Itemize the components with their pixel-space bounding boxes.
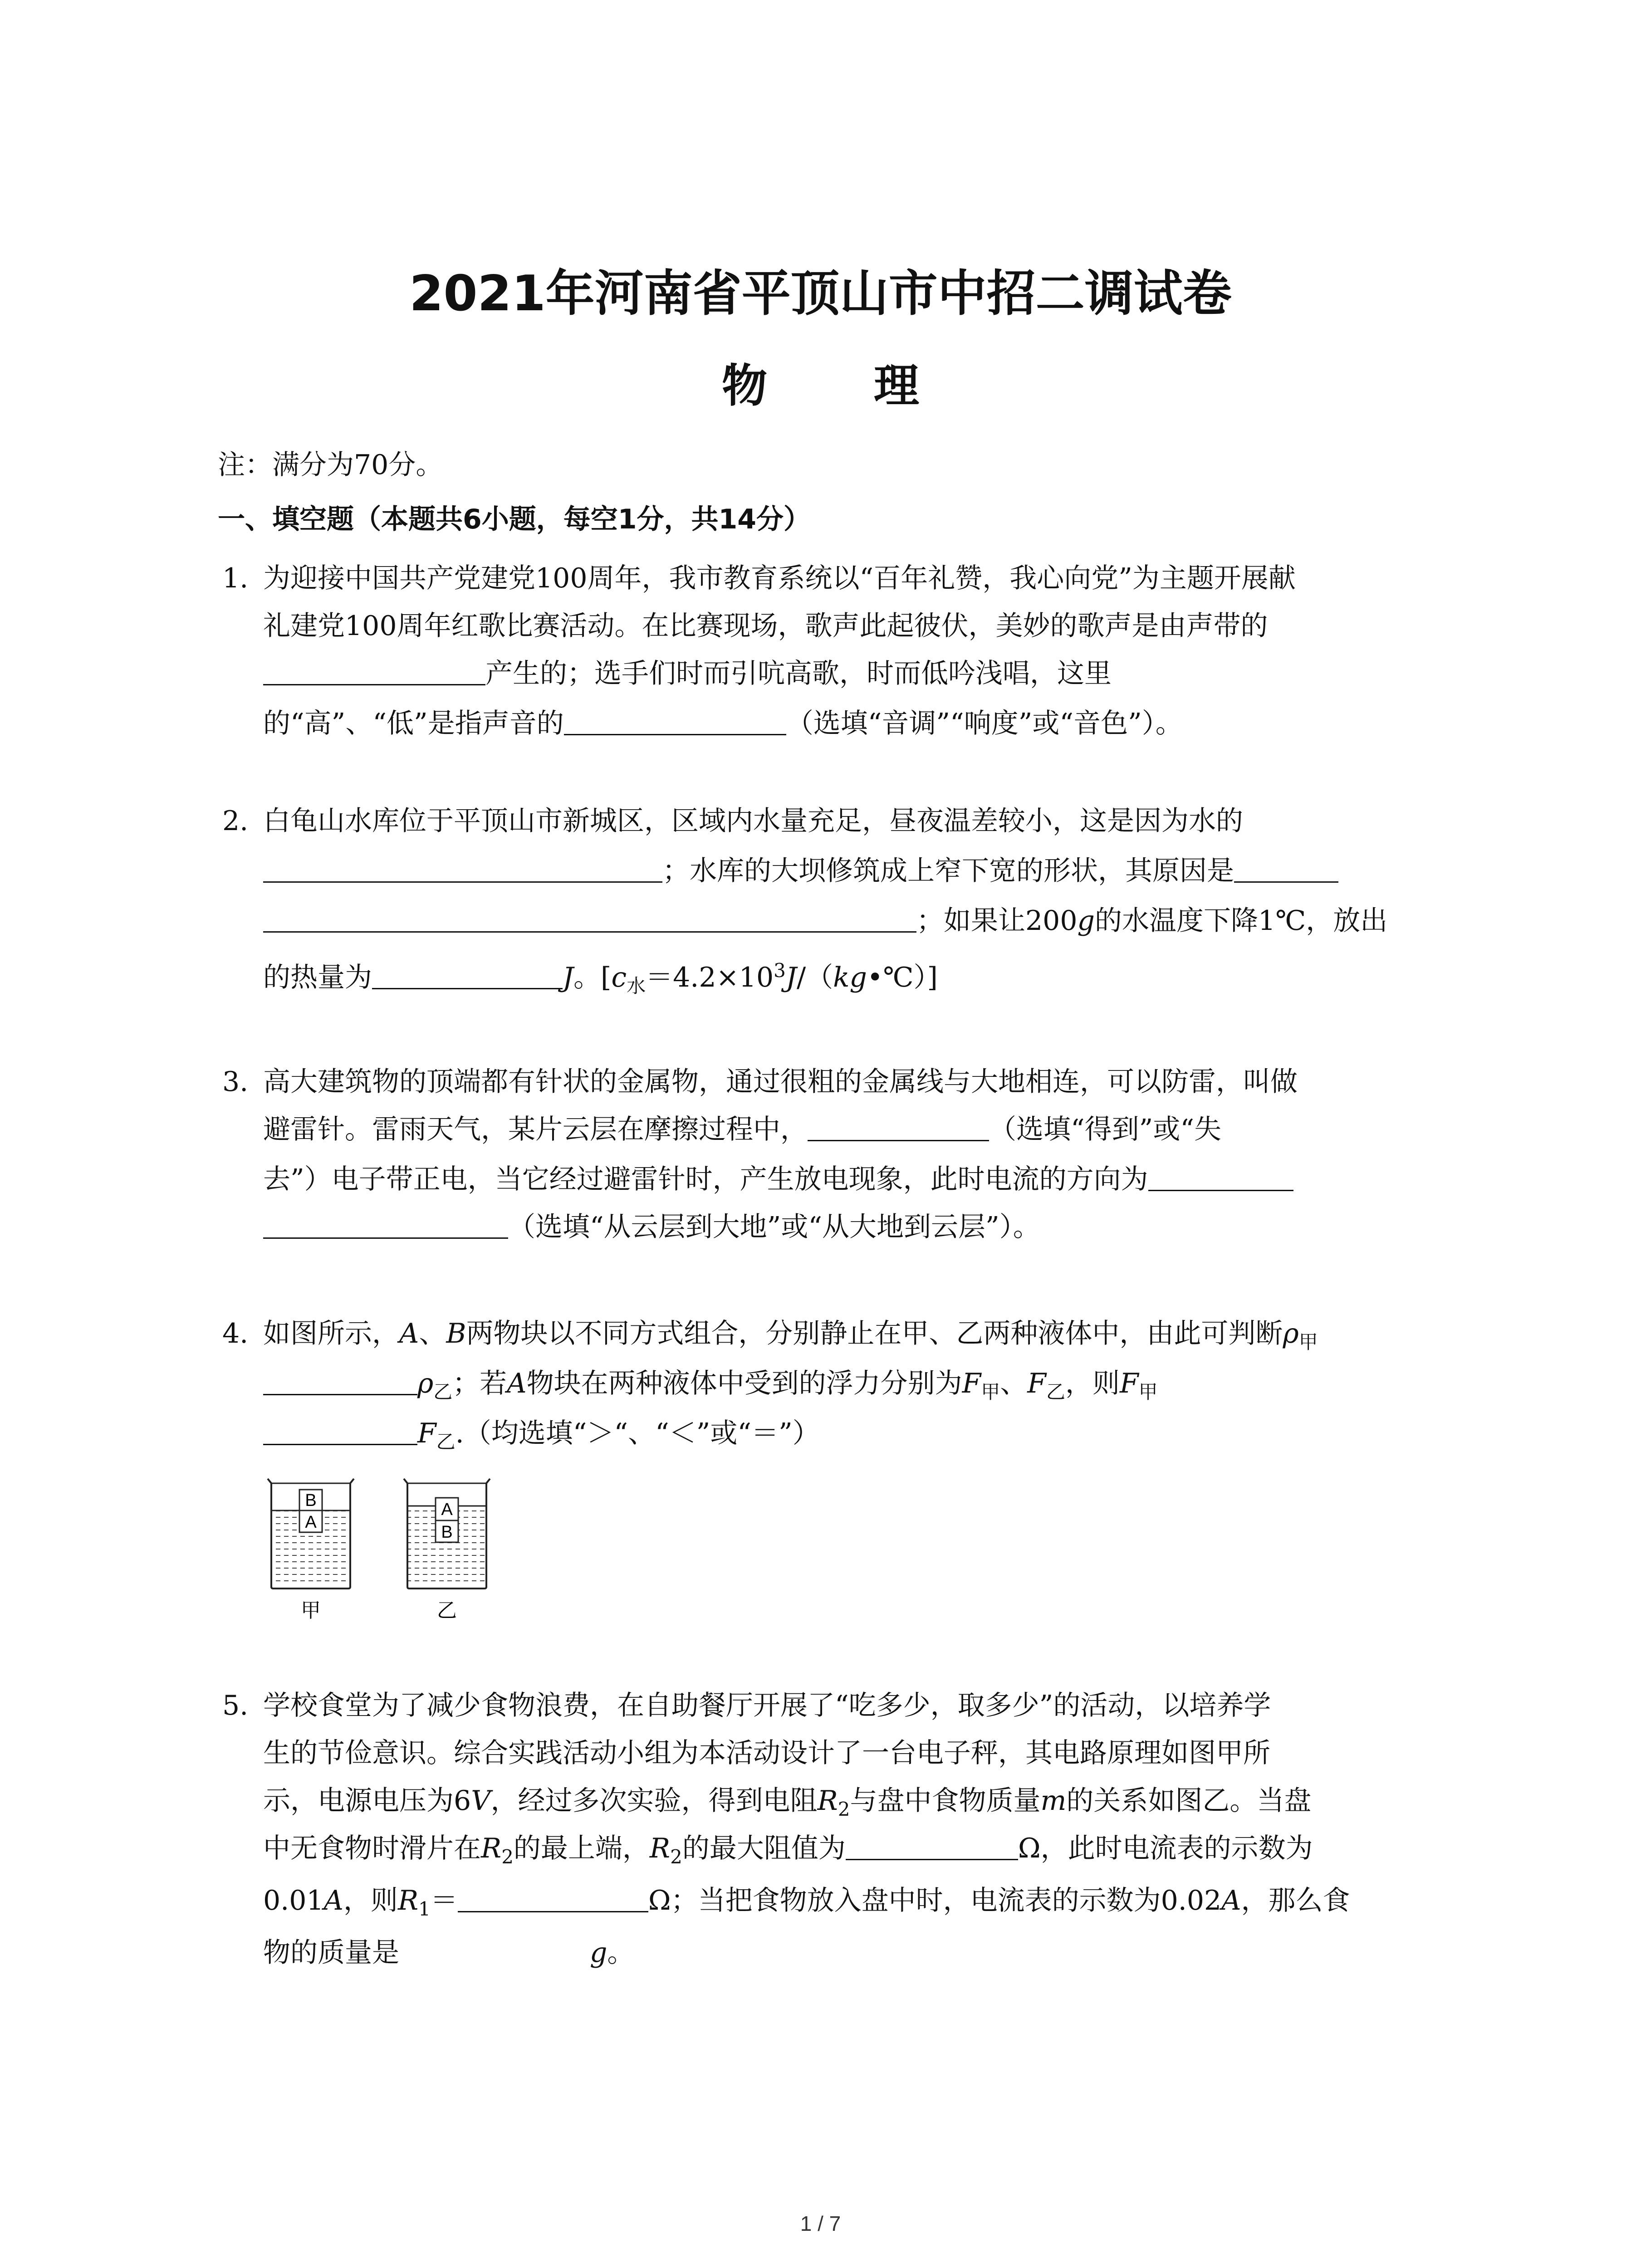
q4-force-4-sub: 乙: [436, 1431, 456, 1453]
q5-number: 5.: [222, 1690, 249, 1721]
q4-answer-blank-2[interactable]: [263, 1416, 417, 1445]
q3-text-2b: （选填“得到”或“失: [989, 1114, 1222, 1145]
caption-jia: 甲: [301, 1599, 321, 1622]
q5-text-4a: 中无食物时滑片在: [263, 1833, 481, 1864]
q5-symbol-R1-sub: 1: [418, 1898, 431, 1920]
q3-line-1: [222, 1064, 1298, 1100]
q2-text-4d: ＝4.2×10: [646, 962, 774, 993]
q4-line-1: [222, 1315, 1318, 1360]
q2-text-3a: ；如果让200: [916, 905, 1078, 937]
q1-text-3: 产生的；选手们时而引吭高歌，时而低吟浅唱，这里: [485, 658, 1112, 689]
q5-text-4c: 的最大阻值为: [682, 1833, 846, 1864]
q5-line-1: [222, 1687, 1271, 1724]
q3-text-4: （选填“从云层到大地”或“从大地到云层”）。: [508, 1211, 1040, 1243]
caption-yi: 乙: [437, 1599, 457, 1622]
q4-text-2a: ；若: [452, 1368, 507, 1399]
q5-text-5e: ，那么食: [1241, 1885, 1350, 1916]
q4-text-1c: 两物块以不同方式组合，分别静止在甲、乙两种液体中，由此可判断: [466, 1318, 1283, 1349]
q5-line-2: 生的节俭意识。综合实践活动小组为本活动设计了一台电子秤，其电路原理如图甲所: [263, 1737, 1270, 1769]
q2-unit-J: J: [563, 962, 574, 993]
q4-text-1b: 、: [419, 1318, 446, 1349]
q1-text-1: 为迎接中国共产党建党100周年，我市教育系统以“百年礼赞，我心向党”为主题开展献: [263, 562, 1296, 594]
q5-text-5a: 0.01: [263, 1885, 324, 1916]
beaker-left: [268, 1479, 354, 1589]
q1-line-3: [263, 655, 1112, 692]
q5-line-3: [263, 1783, 1311, 1828]
q5-line-5: [263, 1882, 1350, 1927]
q3-text-3: 去”）电子带正电，当它经过避雷针时，产生放电现象，此时电流的方向为: [263, 1163, 1148, 1195]
q5-symbol-R2b-sub: 2: [670, 1846, 682, 1868]
q4-symbol-B: B: [446, 1318, 466, 1349]
q4-line-3: [263, 1415, 820, 1460]
q4-rho-2: ρ: [417, 1368, 434, 1399]
q5-unit-V: V: [471, 1785, 491, 1817]
block-b-right-label: B: [441, 1523, 453, 1542]
q5-text-3c: 与盘中食物质量: [850, 1785, 1041, 1817]
q2-answer-blank-2b[interactable]: [263, 903, 916, 933]
q5-text-4d: Ω，此时电流表的示数为: [1018, 1833, 1313, 1864]
q2-text-4f: /（: [796, 962, 833, 993]
q1-answer-blank-1[interactable]: [263, 656, 485, 685]
q5-text-5c: ＝: [430, 1885, 458, 1916]
q5-text-1: 学校食堂为了减少食物浪费，在自助餐厅开展了“吃多少，取多少”的活动，以培养学: [263, 1690, 1271, 1721]
q5-text-3b: ，经过多次实验，得到电阻: [490, 1785, 818, 1817]
q1-line-4: [263, 705, 1183, 742]
q3-text-1: 高大建筑物的顶端都有针状的金属物，通过很粗的金属线与大地相连，可以防雷，叫做: [263, 1066, 1298, 1098]
q4-line-2: [263, 1365, 1158, 1410]
q5-answer-blank-1[interactable]: [846, 1831, 1018, 1860]
q3-answer-blank-2a[interactable]: [1148, 1162, 1293, 1191]
q4-text-2c: 、: [1000, 1368, 1028, 1399]
q2-answer-blank-3[interactable]: [372, 960, 563, 989]
q4-symbol-A2: A: [507, 1368, 527, 1399]
exam-title: 2021年河南省平顶山市中招二调试卷: [409, 265, 1232, 322]
q2-sub-water: 水: [627, 975, 646, 997]
q5-symbol-R: R: [817, 1785, 838, 1817]
q5-symbol-R2b: R: [649, 1833, 671, 1864]
q3-line-3: [263, 1161, 1293, 1198]
q5-unit-A2: A: [1221, 1885, 1241, 1916]
q4-rho-1: ρ: [1283, 1318, 1299, 1349]
q4-text-2d: ，则: [1065, 1368, 1120, 1399]
q5-line-4: [263, 1830, 1313, 1875]
q5-unit-A: A: [323, 1885, 343, 1916]
beaker-figure: [259, 1470, 513, 1624]
q4-force-2-sub: 乙: [1046, 1381, 1065, 1403]
q4-answer-blank-1[interactable]: [263, 1366, 417, 1395]
q2-text-2: ；水库的大坝修筑成上窄下宽的形状，其原因是: [662, 855, 1234, 887]
q1-line-1: [222, 560, 1296, 596]
q5-text-5b: ，则: [343, 1885, 398, 1916]
q2-text-4a: 的热量为: [263, 962, 372, 993]
q5-text-4b: 的最上端，: [513, 1833, 650, 1864]
q4-rho-2-sub: 乙: [433, 1381, 453, 1403]
q4-number: 4.: [222, 1318, 249, 1349]
block-a-right-label: A: [441, 1500, 453, 1519]
q5-line-6: [263, 1935, 634, 1971]
q2-exponent: 3: [774, 959, 786, 982]
q5-text-6a: 物的质量是: [263, 1937, 399, 1969]
beaker-right: [404, 1479, 490, 1589]
q2-text-4b: 。[: [573, 962, 612, 993]
q5-text-6b: 。: [607, 1937, 635, 1969]
q4-text-3b: .（均选填“＞“、“＜”或“＝”）: [455, 1418, 820, 1449]
q4-force-4: F: [417, 1418, 436, 1449]
q2-unit-J2: J: [785, 962, 797, 993]
q1-answer-blank-2[interactable]: [564, 706, 786, 735]
q1-text-4a: 的“高”、“低”是指声音的: [263, 708, 564, 739]
q2-symbol-c: c: [611, 962, 627, 993]
q5-symbol-R-sub: 2: [838, 1798, 850, 1820]
q3-text-2a: 避雷针。雷雨天气，某片云层在摩擦过程中，: [263, 1114, 808, 1145]
q4-symbol-A: A: [399, 1318, 419, 1349]
q3-line-4: [263, 1209, 1040, 1245]
q4-force-1-sub: 甲: [981, 1381, 1000, 1403]
q3-answer-blank-1[interactable]: [808, 1112, 989, 1141]
q4-force-3: F: [1119, 1368, 1139, 1399]
q3-answer-blank-2b[interactable]: [263, 1209, 508, 1239]
q5-answer-blank-2[interactable]: [458, 1883, 648, 1912]
q2-answer-blank-1[interactable]: [263, 853, 662, 883]
q5-symbol-R1: R: [397, 1885, 419, 1916]
q2-unit-kg: kg: [833, 962, 867, 993]
block-a-left-label: A: [305, 1513, 317, 1532]
q2-unit-g: g: [1077, 905, 1095, 937]
q2-line-4: [263, 953, 938, 1004]
q2-answer-blank-2a[interactable]: [1234, 853, 1338, 883]
q5-symbol-R2-sub: 2: [501, 1846, 514, 1868]
q2-line-3: [263, 903, 1387, 939]
section-heading: 一、填空题（本题共6小题，每空1分，共14分）: [218, 503, 811, 535]
q2-line-2: [263, 853, 1338, 889]
q4-force-1: F: [962, 1368, 981, 1399]
q2-line-1: [222, 803, 1243, 839]
block-b-left-label: B: [305, 1491, 317, 1510]
q1-text-4b: （选填“音调”“响度”或“音色”）。: [786, 708, 1183, 739]
q5-text-3a: 示，电源电压为6: [263, 1785, 471, 1817]
q2-text-1: 白龟山水库位于平顶山市新城区，区域内水量充足，昼夜温差较小，这是因为水的: [263, 805, 1243, 837]
q1-number: 1.: [222, 562, 249, 594]
q4-text-2b: 物块在两种液体中受到的浮力分别为: [526, 1368, 962, 1399]
q5-symbol-m: m: [1040, 1785, 1067, 1817]
q5-symbol-R2: R: [481, 1833, 502, 1864]
q2-text-3b: 的水温度下降1℃，放出: [1094, 905, 1388, 937]
subject-title: 物 理: [722, 359, 965, 412]
q4-force-3-sub: 甲: [1138, 1381, 1158, 1403]
q4-rho-1-sub: 甲: [1298, 1331, 1318, 1353]
q5-text-5d: Ω；当把食物放入盘中时，电流表的示数为0.02: [648, 1885, 1222, 1916]
q1-line-2: 礼建党100周年红歌比赛活动。在比赛现场，歌声此起彼伏，美妙的歌声是由声带的: [263, 610, 1268, 642]
q5-unit-g: g: [590, 1937, 607, 1969]
q4-force-2: F: [1027, 1368, 1046, 1399]
q2-text-4h: •℃）]: [867, 962, 938, 993]
q2-number: 2.: [222, 805, 249, 837]
page-number: 1 / 7: [800, 2212, 841, 2235]
q4-text-1a: 如图所示，: [263, 1318, 399, 1349]
q3-line-2: [263, 1111, 1221, 1148]
score-note: 注：满分为70分。: [218, 449, 443, 481]
q3-number: 3.: [222, 1066, 249, 1098]
q5-text-3d: 的关系如图乙。当盘: [1066, 1785, 1312, 1817]
